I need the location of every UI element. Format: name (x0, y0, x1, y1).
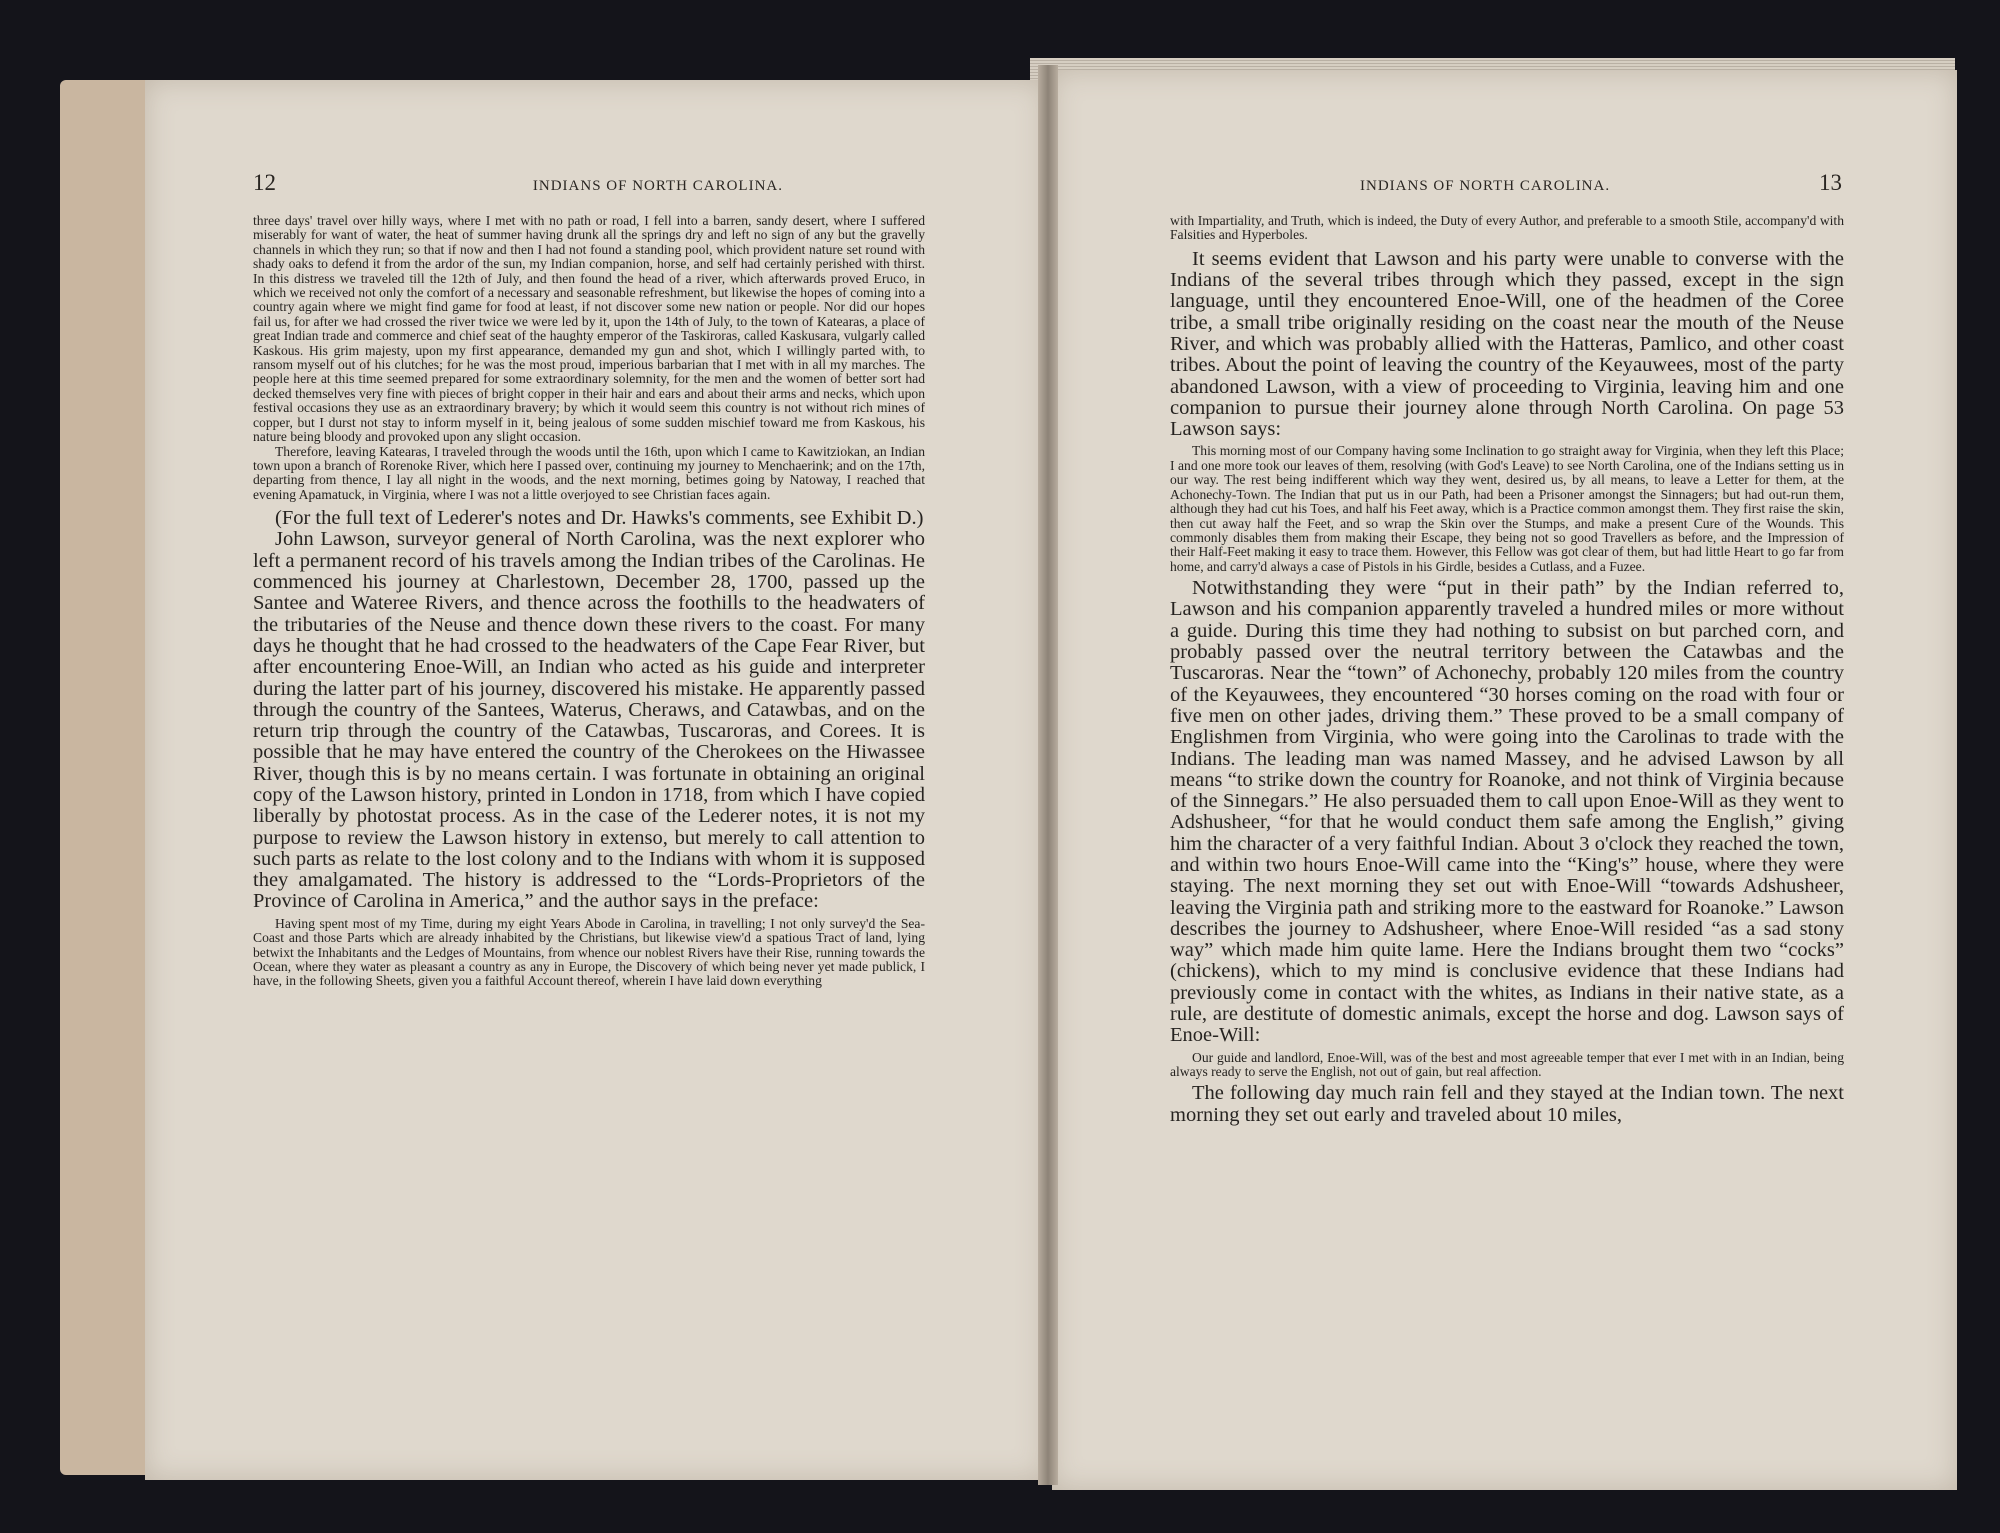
lederer-quote-paragraph: Therefore, leaving Katearas, I traveled through the woods until the 16th, upon which I came to Kawitziokan, an Indian town upon a branch of Rorenoke River, which here I passed over, continuing my journey to Menchaerink; and on the 17th, departing from thence, I lay all night in the woods, and the next morning, betimes going by Natoway, I reached that evening Apamatuck, in Virginia, where I was not a little overjoyed to see Christian faces again. (253, 443, 925, 502)
left-page-body (253, 214, 925, 993)
guide-quote: Our guide and landlord, Enoe-Will, was of the best and most agreeable temper that ever I met with in an Indian, being always ready to serve the English, not out of gain, but real affection. (1170, 1049, 1844, 1080)
following-day-paragraph: The following day much rain fell and they stayed at the Indian town. The next morning they set out early and traveled about 10 miles, (1170, 1082, 1844, 1126)
book-gutter (1038, 65, 1058, 1485)
preface-quote-end: with Impartiality, and Truth, which is indeed, the Duty of every Author, and preferable to a smooth Stile, accompany'd with Falsities and Hyperboles. (1170, 213, 1844, 243)
morning-quote: This morning most of our Company having some Inclination to go straight away for Virginia, when they left this Place; I and one more took our leaves of them, resolving (with God's Leave) to see North Carolina, one of the Indians setting us in our way. The rest being indifferent which way they went, desired us, by all means, to leave a Letter for them, at the Achonechy-Town. The Indian that put us in our Path, had been a Prisoner amongst the Sinnagers; but had out-run them, although they had cut his Toes, and half his Feet away, which is a Practice common amongst them. They first raise the skin, then cut away half the Feet, and so wrap the Skin over the Stumps, and make a present Cure of the Wounds. This commonly disables them from making their Escape, they being not so good Travellers as before, and the Impression of their Half-Feet making it easy to trace them. However, this Fellow was got clear of them, but had little Heart to go far from home, and carry'd always a case of Pistols in his Girdle, besides a Cutlass, and a Fuzee. (1170, 443, 1844, 574)
left-page-header (253, 170, 923, 200)
lawson-paragraph: John Lawson, surveyor general of North Carolina, was the next explorer who left a permanent record of his travels among the Indian tribes of the Carolinas. He commenced his journey at Charlestown, December 28, 1700, passed up the Santee and Wateree Rivers, and thence across the foothills to the headwaters of the tributaries of the Neuse and thence down these rivers to the coast. For many days he thought that he had crossed to the headwaters of the Cape Fear River, but after encountering Enoe-Will, an Indian who acted as his guide and interpreter during the latter part of his journey, discovered his mistake. He apparently passed through the country of the Santees, Waterus, Cheraws, and Catawbas, and on the return trip through the country of the Catawbas, Tuscaroras, and Corees. It is possible that he may have entered the country of the Cherokees on the Hiwassee River, though this is by no means certain. I was fortunate in obtaining an original copy of the Lawson history, printed in London in 1718, from which I have copied liberally by photostat process. As in the case of the Lederer notes, it is not my purpose to review the Lawson history in extenso, but merely to call attention to such parts as relate to the lost colony and to the Indians with whom it is supposed they amalgamated. The history is addressed to the “Lords-Proprietors of the Province of Carolina in America,” and the author says in the preface: (253, 528, 925, 913)
page-number-left: 12 (253, 170, 276, 195)
running-head-left: INDIANS OF NORTH CAROLINA. (532, 178, 783, 194)
running-head-right: INDIANS OF NORTH CAROLINA. (1360, 178, 1611, 194)
exhibit-note-paragraph: (For the full text of Lederer's notes and Dr. Hawks's comments, see Exhibit D.) (275, 507, 924, 530)
notwithstanding-paragraph: Notwithstanding they were “put in their path” by the Indian referred to, Lawson and his companion apparently traveled a hundred miles or more without a guide. During this time they had nothing to subsist on but parched corn, and probably passed over the neutral territory between the Catawbas and the Tuscaroras. Near the “town” of Achonechy, probably 120 miles from the country of the Keyauwees, they encountered “30 horses coming on the road with four or five men on other jades, driving them.” These proved to be a small company of Englishmen from Virginia, who were going into the Carolinas to trade with the Indians. The leading man was named Massey, and he advised Lawson by all means “to strike down the country for Roanoke, and not think of Virginia because of the Sinnegars.” He also persuaded them to call upon Enoe-Will as they went to Adshusheer, “for that he would conduct them safe among the English,” giving him the character of a very faithful Indian. About 3 o'clock they reached the town, and within two hours Enoe-Will came into the “King's” house, where they were staying. The next morning they set out with Enoe-Will “towards Adshusheer, leaving the Virginia path and striking more to the eastward for Roanoke.” Lawson describes the journey to Adshusheer, where Enoe-Will resided “as a sad stony way” which made him quite lame. Here the Indians brought them two “cocks” (chickens), which to my mind is conclusive evidence that these Indians had previously come in contact with the whites, as Indians in their native state, as a rule, are destitute of domestic animals, except the horse and dog. Lawson says of Enoe-Will: (1170, 577, 1844, 1047)
page-number-right: 13 (1819, 170, 1842, 195)
lederer-quote-continued: three days' travel over hilly ways, where I met with no path or road, I fell into a barren, sandy desert, where I suffered miserably for want of water, the heat of summer having drunk all the springs dry and left no sign of any but the gravelly channels in which they run; so that if now and then I had not found a standing pool, which provident nature set round with shady oaks to defend it from the ardor of the sun, my Indian companion, horse, and self had certainly perished with thirst. In this distress we traveled till the 12th of July, and then found the head of a river, which afterwards proved Eruco, in which we received not only the comfort of a necessary and seasonable refreshment, but likewise the hopes of coming into a country again where we might find game for food at least, if not discover some new nation or people. Nor did our hopes fail us, for after we had crossed the river twice we were led by it, upon the 14th of July, to the town of Katearas, a place of great Indian trade and commerce and chief seat of the haughty emperor of the Taskiroras, called Kaskusara, vulgarly called Kaskous. His grim majesty, upon my first appearance, demanded my gun and shot, which I willingly parted with, to ransom myself out of his clutches; for he was the most proud, imperious barbarian that I met with in all my marches. The people here at this time seemed prepared for some extraordinary solemnity, for the men and the women of better sort had decked themselves very fine with pieces of bright copper in their hair and ears and about their arms and necks, which upon festival occasions they use as an extraordinary bravery; by which it would seem this country is not without rich mines of copper, but I durst not stay to inform myself in it, being jealous of some sudden mischief toward me from Kaskous, his nature being bloody and provoked upon any slight occasion. (253, 213, 925, 445)
right-page-body (1170, 214, 1844, 1126)
preface-quote: Having spent most of my Time, during my eight Years Abode in Carolina, in travelling; I not only survey'd the Sea-Coast and those Parts which are already inhabited by the Christians, but likewise view'd a spatious Tract of land, lying betwixt the Inhabitants and the Ledges of Mountains, from whence our noblest Rivers have their Rise, running towards the Ocean, where they water as pleasant a country as any in Europe, the Discovery of which being never yet made publick, I have, in the following Sheets, given you a faithful Account thereof, wherein I have laid down everything (253, 915, 925, 989)
evident-paragraph: It seems evident that Lawson and his party were unable to converse with the Indians of the several tribes through which they passed, except in the sign language, until they encountered Enoe-Will, one of the headmen of the Coree tribe, a small tribe originally residing on the coast near the mouth of the Neuse River, and which was probably allied with the Hatteras, Pamlico, and other coast tribes. About the point of leaving the country of the Keyauwees, most of the party abandoned Lawson, with a view of proceeding to Virginia, leaving him and one companion to pursue their journey alone through North Carolina. On page 53 Lawson says: (1170, 247, 1844, 441)
right-page-header (1170, 170, 1842, 200)
